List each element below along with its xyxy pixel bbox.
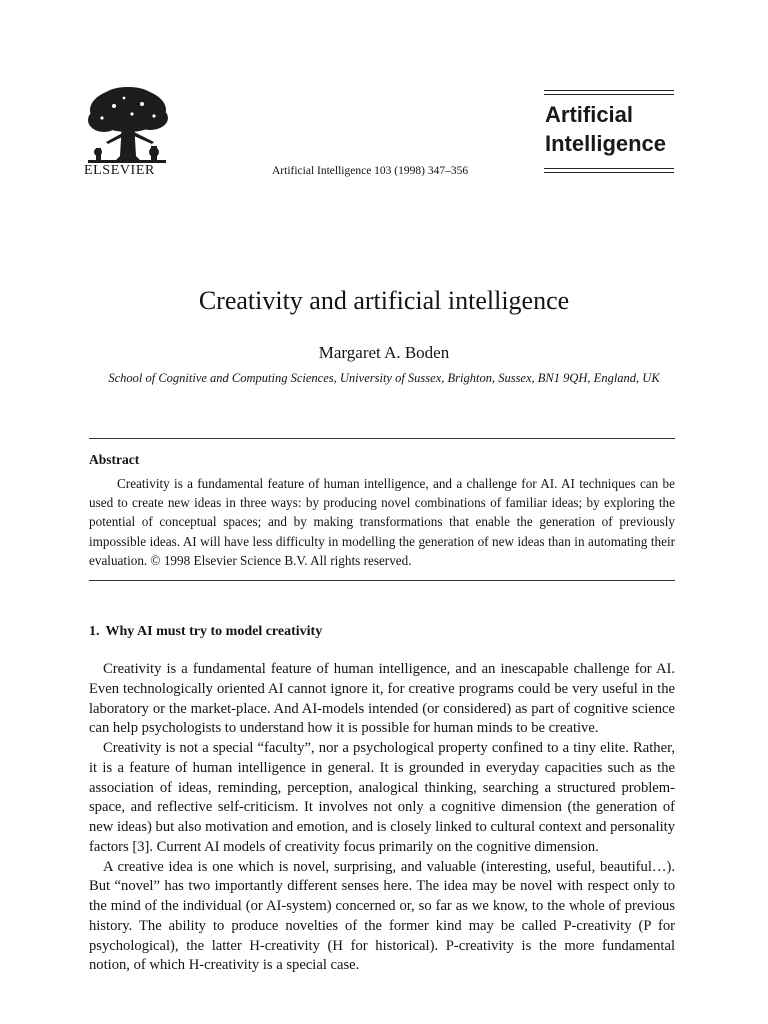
journal-title-rule-top <box>544 94 674 95</box>
publisher-name: ELSEVIER <box>84 163 155 178</box>
section-number: 1. <box>89 624 100 639</box>
section-heading <box>89 624 322 640</box>
abstract-rule-bottom <box>89 580 675 581</box>
elsevier-tree-logo <box>84 86 170 166</box>
body-paragraph: Creativity is not a special “faculty”, nor a psychological property confined to a tiny elite. Rather, it is a feature of human intelligence in general. It is grounded in everyday capacities such as the association of ideas, reminding, perception, analogical thinking, searching a structured problem-space, and reflective self-criticism. It involves not only a cognitive dimension (the generation of new ideas) but also motivation and emotion, and is closely linked to cultural context and personality factors [3]. Current AI models of creativity focus primarily on the cognitive dimension. <box>89 740 675 855</box>
journal-title <box>545 100 666 158</box>
author-name: Margaret A. Boden <box>318 343 450 362</box>
author-affiliation: School of Cognitive and Computing Sciences, University of Sussex, Brighton, Sussex, BN1 9QH, England, UK <box>108 371 660 385</box>
section-title: Why AI must try to model creativity <box>105 624 323 639</box>
abstract-rule-top <box>89 438 675 439</box>
section-body <box>89 660 675 976</box>
abstract-text: Creativity is a fundamental feature of human intelligence, and a challenge for AI. AI techniques can be used to create new ideas in three ways: by producing novel combinations of familiar ideas; by exploring the potential of conceptual spaces; and by making transformations that enable the generation of previously impossible ideas. AI will have less difficulty in modelling the generation of new ideas than in automating their evaluation. © 1998 Elsevier Science B.V. All rights reserved. <box>89 476 675 568</box>
journal-citation: Artificial Intelligence 103 (1998) 347–356 <box>272 165 469 177</box>
journal-title-rule-top <box>544 90 674 91</box>
journal-title-rule-bottom <box>544 168 674 169</box>
abstract-heading: Abstract <box>89 452 140 467</box>
body-paragraph: A creative idea is one which is novel, surprising, and valuable (interesting, useful, beautiful…). But “novel” has two importantly different senses here. The idea may be novel with respect only to the mind of the individual (or AI-system) concerned or, so far as we know, to the whole of previous history. The ability to produce novelties of the former kind may be called P-creativity (P for psychological), the latter H-creativity (H for historical). P-creativity is the more fundamental notion, of which H-creativity is a special case. <box>89 858 675 974</box>
journal-title-line: Intelligence <box>545 131 667 156</box>
article-title: Creativity and artificial intelligence <box>198 286 570 315</box>
journal-title-line: Artificial <box>545 102 634 127</box>
journal-title-rule-bottom <box>544 172 674 173</box>
body-paragraph: Creativity is a fundamental feature of human intelligence, and an inescapable challenge for AI. Even technologically oriented AI cannot ignore it, for creative programs could be very useful in the laboratory or the market-place. And AI-models intended (or considered) as part of cognitive science can help psychologists to understand how it is possible for human minds to be creative. <box>89 661 675 737</box>
